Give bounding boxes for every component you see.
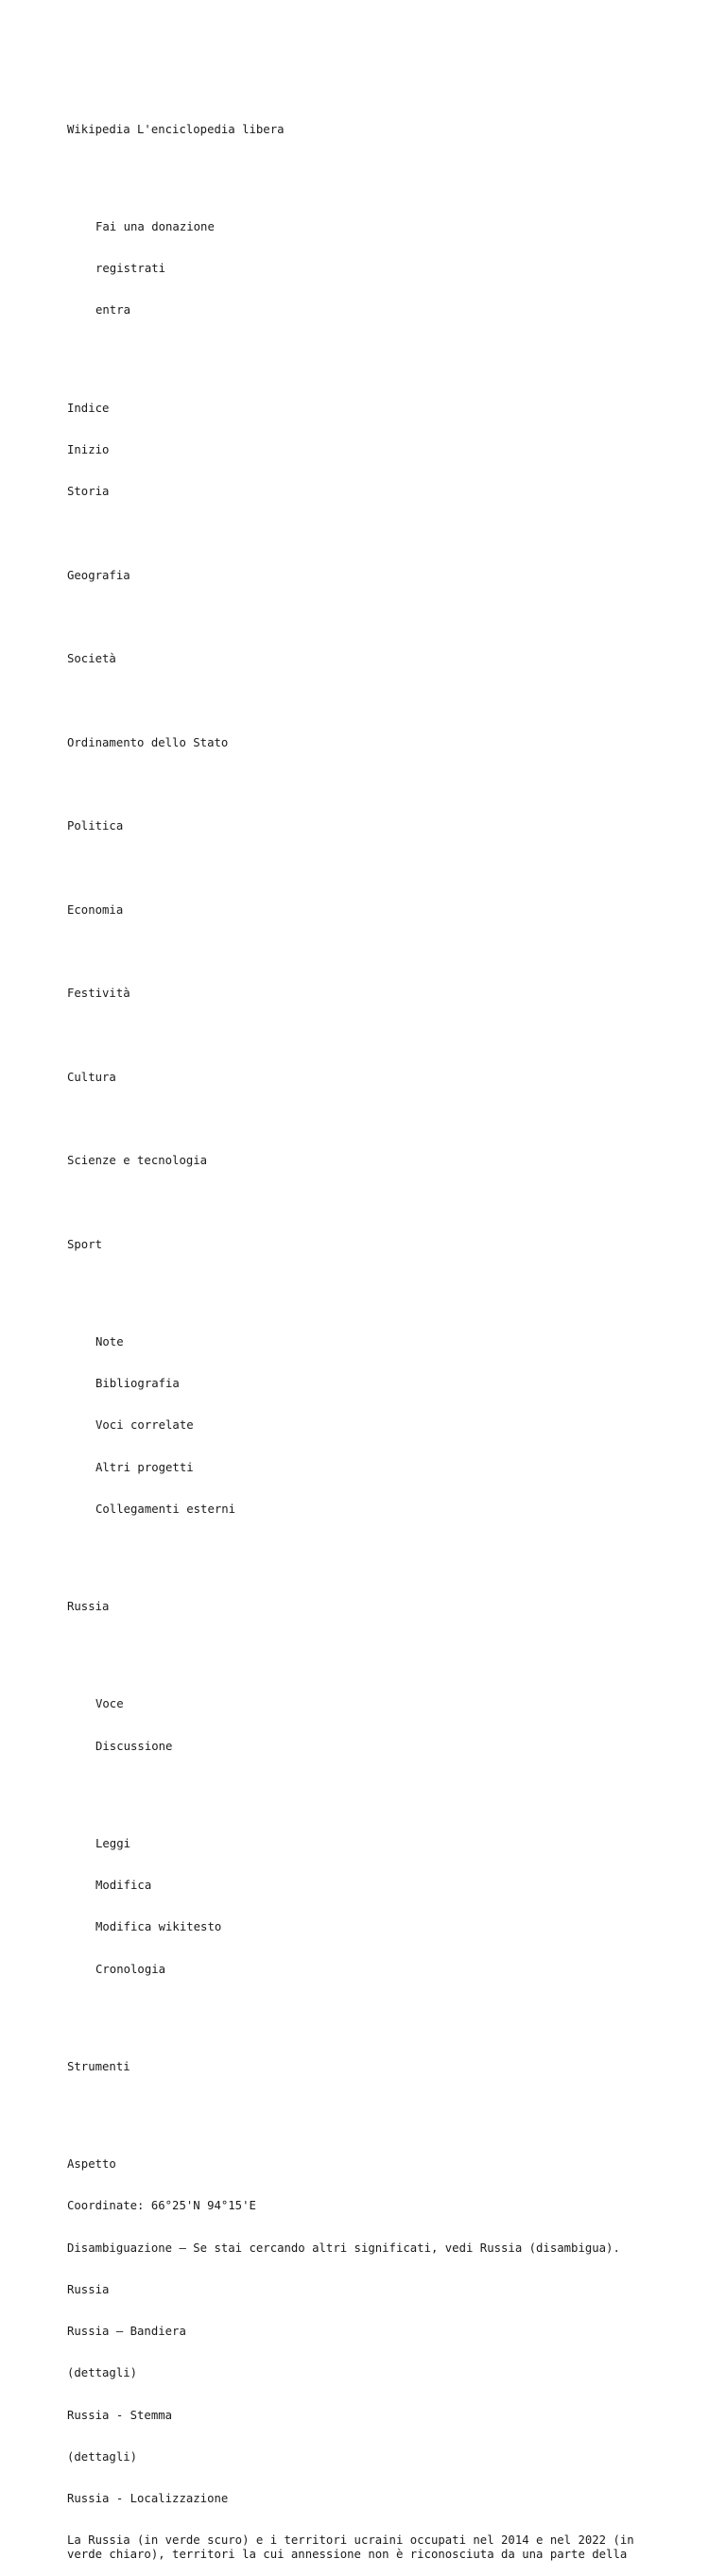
tab-discussione[interactable]: Discussione — [95, 1739, 173, 1753]
toc-item-politica[interactable]: Politica — [67, 819, 124, 833]
toc-subitem-collegamenti[interactable]: Collegamenti esterni — [95, 1502, 236, 1516]
login-link[interactable]: entra — [95, 303, 131, 318]
toc-item-scienze[interactable]: Scienze e tecnologia — [67, 1154, 208, 1167]
coordinates[interactable]: Coordinate: 66°25'N 94°15'E — [67, 2199, 256, 2213]
toc-item-geografia[interactable]: Geografia — [67, 568, 130, 582]
infobox-name: Russia — [67, 2282, 110, 2296]
toc-item-societa[interactable]: Società — [67, 652, 116, 665]
location-description: La Russia (in verde scuro) e i territori ucraini occupati nel 2014 e nel 2022 (in verde chiaro), territori la cui annessione non è riconosciuta da una parte della — [67, 2533, 642, 2561]
tab-leggi[interactable]: Leggi — [95, 1836, 131, 1850]
toc-heading: Indice — [67, 401, 110, 415]
flag-caption: Russia – Bandiera — [67, 2325, 186, 2338]
site-title[interactable]: Wikipedia L'enciclopedia libera — [67, 122, 285, 136]
flag-details-link[interactable]: (dettagli) — [67, 2366, 138, 2380]
tools-menu[interactable]: Strumenti — [67, 2059, 130, 2073]
toc-item-economia[interactable]: Economia — [67, 902, 124, 917]
toc-subitem-bibliografia[interactable]: Bibliografia — [95, 1377, 180, 1390]
tab-voce[interactable]: Voce — [95, 1697, 124, 1711]
appearance-menu[interactable]: Aspetto — [67, 2157, 116, 2171]
toc-subitem-altri-progetti[interactable]: Altri progetti — [95, 1460, 194, 1474]
toc-item-cultura[interactable]: Cultura — [67, 1070, 116, 1084]
toc-subitem-note[interactable]: Note — [95, 1334, 124, 1348]
coat-details-link[interactable]: (dettagli) — [67, 2449, 138, 2464]
location-caption: Russia - Localizzazione — [67, 2492, 229, 2505]
toc-item-festivita[interactable]: Festività — [67, 987, 130, 1000]
page-content — [67, 94, 672, 2576]
tab-cronologia[interactable]: Cronologia — [95, 1962, 166, 1976]
toc-item-inizio[interactable]: Inizio — [67, 442, 110, 456]
article-title: Russia — [67, 1600, 110, 1613]
toc-item-ordinamento[interactable]: Ordinamento dello Stato — [67, 735, 229, 749]
tab-modifica-wikitesto[interactable]: Modifica wikitesto — [95, 1920, 222, 1934]
toc-item-sport[interactable]: Sport — [67, 1237, 103, 1251]
tab-modifica[interactable]: Modifica — [95, 1879, 152, 1892]
coat-caption: Russia - Stemma — [67, 2408, 173, 2422]
toc-item-storia[interactable]: Storia — [67, 485, 110, 498]
toc-subitem-voci-correlate[interactable]: Voci correlate — [95, 1418, 194, 1433]
donate-link[interactable]: Fai una donazione — [95, 219, 215, 233]
register-link[interactable]: registrati — [95, 262, 166, 275]
disambiguation-note: Disambiguazione – Se stai cercando altri significati, vedi Russia (disambigua). — [67, 2241, 620, 2255]
